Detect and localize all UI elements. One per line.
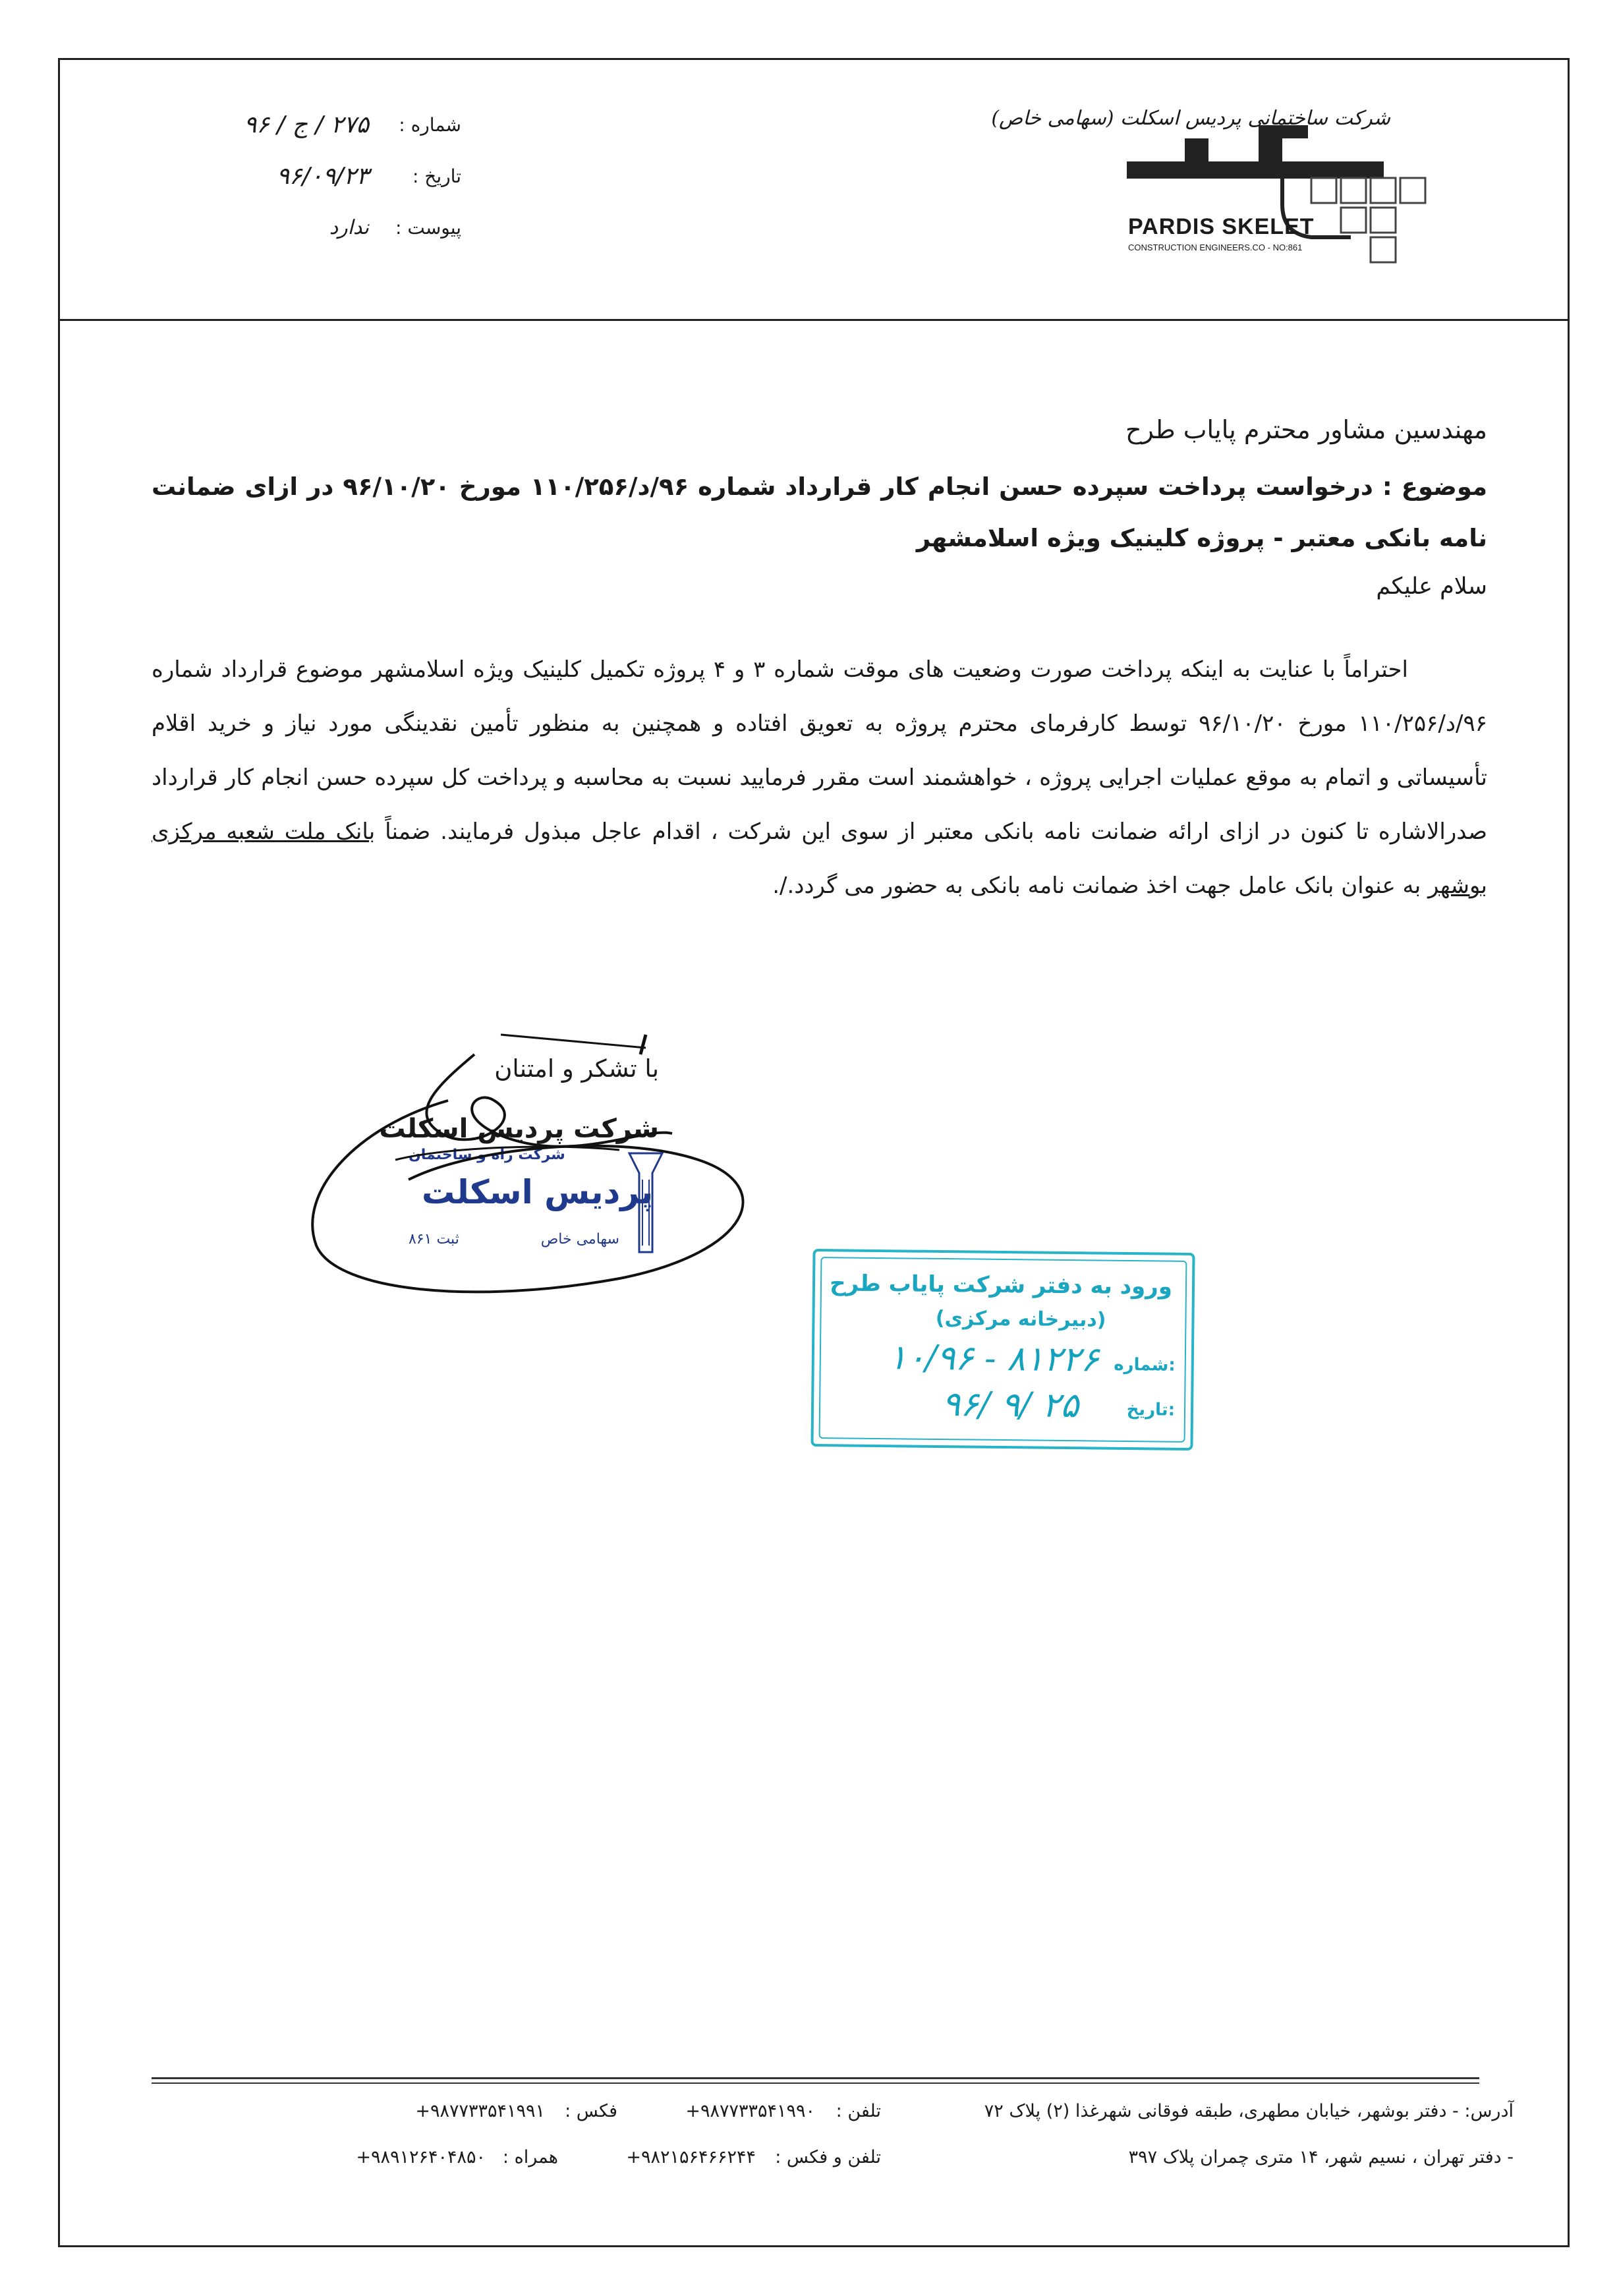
footer-tehran-office: [152, 2147, 1514, 2167]
closing-phrase: با تشکر و امتنان: [494, 1054, 659, 1083]
attachment-value: ندارد: [329, 215, 369, 239]
stamp-date-label: تاریخ:: [1126, 1399, 1176, 1420]
attachment-label: پیوست :: [395, 216, 461, 239]
greeting: سلام علیکم: [1376, 573, 1487, 600]
company-logo: [991, 99, 1483, 270]
meta-attachment-row: [185, 202, 461, 253]
seal-line-type: شرکت راه و ساختمان: [409, 1147, 565, 1163]
footer-phone: +۹۸۷۷۳۳۵۴۱۹۹۰: [685, 2101, 815, 2121]
signature-block: [277, 1028, 870, 1331]
receipt-stamp: [810, 1249, 1195, 1450]
footer-mobile-label: همراه :: [502, 2147, 558, 2167]
footer-rule-bottom: [152, 2082, 1479, 2084]
signing-company: شرکت پردیس اسکلت: [379, 1114, 659, 1144]
date-label: تاریخ :: [412, 165, 461, 187]
handwritten-signature-icon: [277, 1028, 870, 1331]
body-text-main: احتراماً با عنایت به اینکه پرداخت صورت وضعیت های موقت شماره ۳ و ۴ پروژه تکمیل کلینیک ویژه اسلامشهر موضوع قرارداد شماره ۹۶/د/۱۱۰/۲۵۶ مورخ ۹۶/۱۰/۲۰ توسط کارفرمای محترم پروژه به تعویق افتاده و همچنین به منظور تأمین نقدینگی مورد نیاز و خرید اقلام تأسیساتی و اتمام به موقع عملیات اجرایی پروژه ، خواهشمند است مقرر فرمایید نسبت به محاسبه و پرداخت کل سپرده حسن انجام کار قرارداد صدرالاشاره تا کنون در ازای ارائه ضمانت نامه بانکی معتبر از سوی این شرکت ، اقدام عاجل مبذول فرمایند. ضمناً: [152, 656, 1487, 845]
stamp-number-label: شماره:: [1114, 1354, 1176, 1375]
subject-line: موضوع : درخواست پرداخت سپرده حسن انجام کار قرارداد شماره ۹۶/د/۱۱۰/۲۵۶ مورخ ۹۶/۱۰/۲۰ در ازای ضمانت نامه بانکی معتبر - پروژه کلینیک ویژه اسلامشهر: [152, 473, 1488, 552]
logo-persian-name: شرکت ساختمانی پردیس اسکلت (سهامی خاص): [991, 107, 1390, 130]
footer-phone-fax: +۹۸۲۱۵۶۴۶۶۲۴۴: [626, 2147, 756, 2167]
stamp-number: ۱۰/۹۶ - ۸۱۲۲۶: [888, 1338, 1100, 1380]
bank-name-underlined: بانک ملت شعبه مرکزی بوشهر: [152, 818, 1487, 899]
logo-english-name: PARDIS SKELET: [1128, 214, 1315, 239]
footer-address-bushehr: آدرس: - دفتر بوشهر، خیابان مطهری، طبقه فوقانی شهرغذا (۲) پلاک ۷۲: [984, 2101, 1514, 2121]
body-paragraph: [152, 643, 1487, 913]
letter-number: ۲۷۵ / ج / ۹۶: [244, 111, 369, 138]
footer-phone-fax-label: تلفن و فکس :: [775, 2147, 881, 2167]
footer-address-tehran: - دفتر تهران ، نسیم شهر، ۱۴ متری چمران پلاک ۳۹۷: [1128, 2147, 1514, 2167]
footer-bushehr-office: [152, 2101, 1514, 2121]
header-divider: [58, 319, 1570, 321]
stamp-subtitle: (دبیرخانه مرکزی): [935, 1306, 1106, 1332]
letter-meta: [185, 99, 461, 253]
body-text-end: به عنوان بانک عامل جهت اخذ ضمانت نامه بانکی به حضور می گردد./.: [772, 873, 1421, 899]
seal-company-type: سهامی خاص: [540, 1231, 619, 1248]
seal-company-name: پردیس اسکلت: [422, 1173, 654, 1211]
stamp-title: ورود به دفتر شرکت پایاب طرح: [829, 1270, 1173, 1300]
footer-phone-label: تلفن :: [836, 2101, 881, 2121]
meta-date-row: [185, 150, 461, 202]
footer-mobile: +۹۸۹۱۲۶۴۰۴۸۵۰: [356, 2147, 486, 2167]
letter-date: ۹۶/۰۹/۲۳: [276, 162, 369, 190]
footer-fax-label: فکس :: [565, 2101, 617, 2121]
meta-number-row: [185, 99, 461, 150]
addressee: مهندسین مشاور محترم پایاب طرح: [1125, 415, 1487, 444]
seal-registration: ثبت ۸۶۱: [409, 1231, 459, 1248]
footer-rule-top: [152, 2077, 1479, 2079]
stamp-date: ۹۶/ ۹/ ۲۵: [942, 1385, 1079, 1426]
footer-fax: +۹۸۷۷۳۳۵۴۱۹۹۱: [415, 2101, 545, 2121]
number-label: شماره :: [399, 113, 461, 136]
logo-english-subtitle: CONSTRUCTION ENGINEERS.CO - NO:861: [1128, 243, 1303, 252]
